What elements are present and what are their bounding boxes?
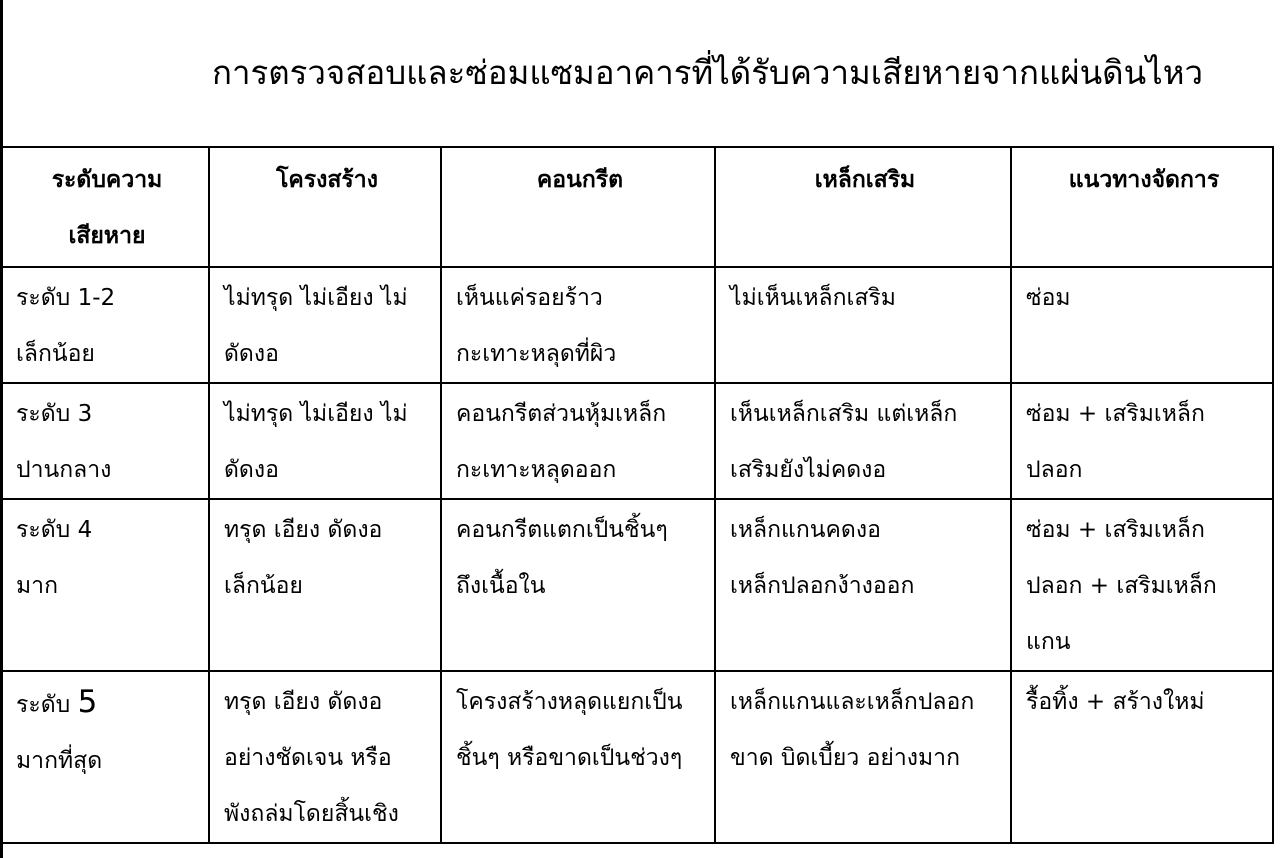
cell-line: ไม่ทรุด ไม่เอียง ไม่ [224, 401, 408, 427]
header-action [1011, 147, 1273, 267]
cell-action [1011, 671, 1273, 843]
header-line: แนวทางจัดการ [1068, 167, 1220, 193]
cell-line: ดัดงอ [224, 341, 279, 367]
cell-line: อย่างชัดเจน หรือ [224, 745, 392, 771]
level-prefix: ระดับ [16, 692, 71, 718]
cell-structure [209, 267, 441, 383]
cell-line: ดัดงอ [224, 457, 279, 483]
level-desc: เล็กน้อย [16, 341, 95, 367]
cell-rebar [715, 267, 1011, 383]
cell-line: ซ่อม + เสริมเหล็ก [1026, 401, 1205, 427]
header-damage-level [1, 147, 209, 267]
level-prefix: ระดับ [16, 401, 71, 427]
cell-damage-level [1, 499, 209, 671]
cell-action [1011, 267, 1273, 383]
cell-action [1011, 499, 1273, 671]
level-number: 1-2 [77, 285, 116, 311]
level-number: 4 [77, 517, 93, 543]
cell-structure [209, 499, 441, 671]
level-prefix: ระดับ [16, 285, 71, 311]
cell-line: ปลอก [1026, 457, 1083, 483]
cell-rebar [715, 499, 1011, 671]
level-number: 3 [77, 401, 93, 427]
cell-line: เห็นเหล็กเสริม แต่เหล็ก [730, 401, 958, 427]
cell-line: ไม่เห็นเหล็กเสริม [730, 285, 896, 311]
header-line: โครงสร้าง [276, 167, 378, 193]
cell-line: คอนกรีตแตกเป็นชิ้นๆ [456, 517, 668, 543]
cell-line: เหล็กแกนคดงอ [730, 517, 881, 543]
cell-line: ถึงเนื้อใน [456, 573, 546, 599]
level-line [16, 502, 198, 558]
cell-line: แกน [1026, 629, 1071, 655]
cell-line: เหล็กปลอกง้างออก [730, 573, 915, 599]
level-desc: มาก [16, 573, 59, 599]
cell-structure [209, 671, 441, 843]
header-line: เสียหาย [68, 223, 146, 249]
level-line [16, 386, 198, 442]
cell-line: ทรุด เอียง ดัดงอ [224, 689, 383, 715]
header-line: ระดับความ [51, 167, 163, 193]
header-concrete [441, 147, 715, 267]
table-row [1, 671, 1273, 843]
level-prefix: ระดับ [16, 517, 71, 543]
cell-line: คอนกรีตส่วนหุ้มเหล็ก [456, 401, 667, 427]
cell-line: เห็นแค่รอยร้าว [456, 285, 603, 311]
cell-concrete [441, 267, 715, 383]
level-line [16, 674, 198, 733]
cell-line: ไม่ทรุด ไม่เอียง ไม่ [224, 285, 408, 311]
cell-line: เล็กน้อย [224, 573, 303, 599]
cell-line: รื้อทิ้ง + สร้างใหม่ [1026, 689, 1205, 715]
cell-concrete [441, 499, 715, 671]
cell-damage-level [1, 267, 209, 383]
cell-structure [209, 383, 441, 499]
cell-line: เหล็กแกนและเหล็กปลอก [730, 689, 975, 715]
cell-line: กะเทาะหลุดออก [456, 457, 617, 483]
cell-damage-level [1, 383, 209, 499]
cell-damage-level [1, 671, 209, 843]
cell-line: กะเทาะหลุดที่ผิว [456, 341, 617, 367]
table-row [1, 383, 1273, 499]
damage-level-table [0, 146, 1274, 844]
cell-concrete [441, 671, 715, 843]
cell-line: ปลอก + เสริมเหล็ก [1026, 573, 1217, 599]
cell-line: ซ่อม [1026, 285, 1071, 311]
cell-action [1011, 383, 1273, 499]
cell-line: โครงสร้างหลุดแยกเป็น [456, 689, 683, 715]
header-line: เหล็กเสริม [814, 167, 916, 193]
table-header-row [1, 147, 1273, 267]
table-row [1, 499, 1273, 671]
cell-line: ทรุด เอียง ดัดงอ [224, 517, 383, 543]
cell-line: ขาด บิดเบี้ยว อย่างมาก [730, 745, 961, 771]
header-line: คอนกรีต [536, 167, 624, 193]
level-desc: มากที่สุด [16, 748, 103, 774]
cell-line: ซ่อม + เสริมเหล็ก [1026, 517, 1205, 543]
cell-concrete [441, 383, 715, 499]
cell-line: พังถล่มโดยสิ้นเชิง [224, 801, 399, 827]
document-title: การตรวจสอบและซ่อมแซมอาคารที่ได้รับความเสียหายจากแผ่นดินไหว [212, 53, 1204, 93]
level-line [16, 270, 198, 326]
cell-line: เสริมยังไม่คดงอ [730, 457, 887, 483]
cell-line: ชิ้นๆ หรือขาดเป็นช่วงๆ [456, 745, 683, 771]
header-rebar [715, 147, 1011, 267]
cell-rebar [715, 383, 1011, 499]
header-structure [209, 147, 441, 267]
level-desc: ปานกลาง [16, 457, 112, 483]
cell-rebar [715, 671, 1011, 843]
table-row [1, 267, 1273, 383]
level-number: 5 [77, 684, 98, 720]
